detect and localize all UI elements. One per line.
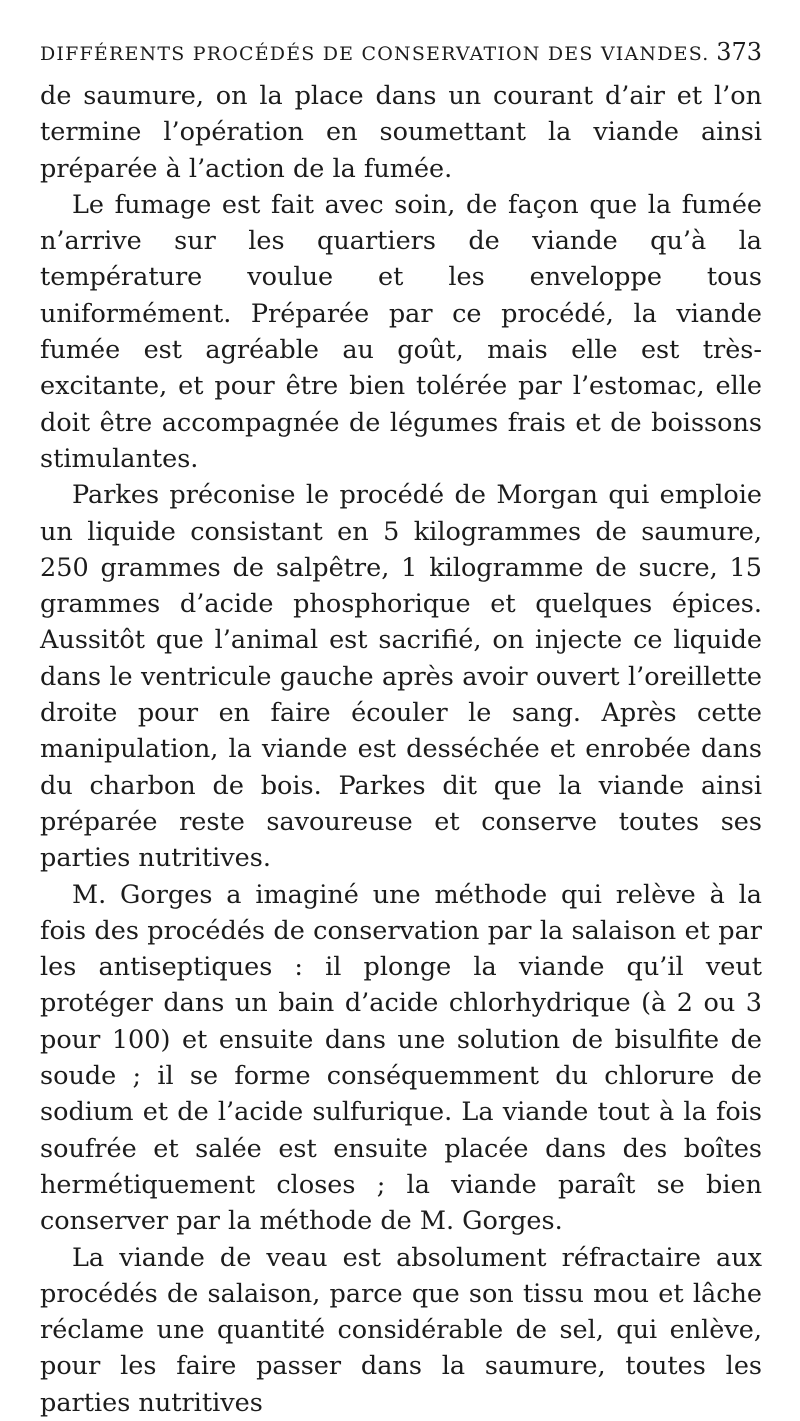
paragraph-continuation: de saumure, on la place dans un courant d’air et l’on termine l’opération en soumettant la viande ainsi préparée à l’action de la fumée. [40,81,762,184]
body-text [40,78,762,1421]
paragraph-fumage: Le fumage est fait avec soin, de façon que la fumée n’arrive sur les quartiers de viande qu’à la température voulue et les enveloppe tous uniformément. Préparée par ce procédé, la viande fumée est agréable au goût, mais elle est très-excitante, et pour être bien tolérée par l’estomac, elle doit être accompagnée de légumes frais et de boissons stimulantes. [40,189,762,474]
paragraph-gorges: M. Gorges a imaginé une méthode qui relève à la fois des procédés de conservation par la salaison et par les antiseptiques : il plonge la viande qu’il veut protéger dans un bain d’acide chlorhydrique (à 2 ou 3 pour 100) et ensuite dans une solution de bisulfite de soude ; il se forme conséquemment du chlorure de sodium et de l’acide sulfurique. La viande tout à la fois soufrée et salée est ensuite placée dans des boîtes hermétiquement closes ; la viande paraît se bien conserver par la méthode de M. Gorges. [40,879,762,1237]
book-page [40,38,762,1421]
paragraph-parkes-morgan: Parkes préconise le procédé de Morgan qui emploie un liquide consistant en 5 kilogrammes de saumure, 250 grammes de salpêtre, 1 kilogramme de sucre, 15 grammes d’acide phosphorique et quelques épices. Aussitôt que l’animal est sacrifié, on injecte ce liquide dans le ventricule gauche après avoir ouvert l’oreillette droite pour en faire écouler le sang. Après cette manipulation, la viande est desséchée et enrobée dans du charbon de bois. Parkes dit que la viande ainsi préparée reste savoureuse et conserve toutes ses parties nutritives. [40,480,762,874]
page-number: 373 [716,38,762,66]
running-head-title: DIFFÉRENTS PROCÉDÉS DE CONSERVATION DES VIANDES. [40,43,710,65]
paragraph-viande-de-veau: La viande de veau est absolument réfractaire aux procédés de salaison, parce que son tissu mou et lâche réclame une quantité considérable de sel, qui enlève, pour les faire passer dans la saumure, toutes les parties nutritives [40,1242,762,1418]
running-head [40,38,762,78]
